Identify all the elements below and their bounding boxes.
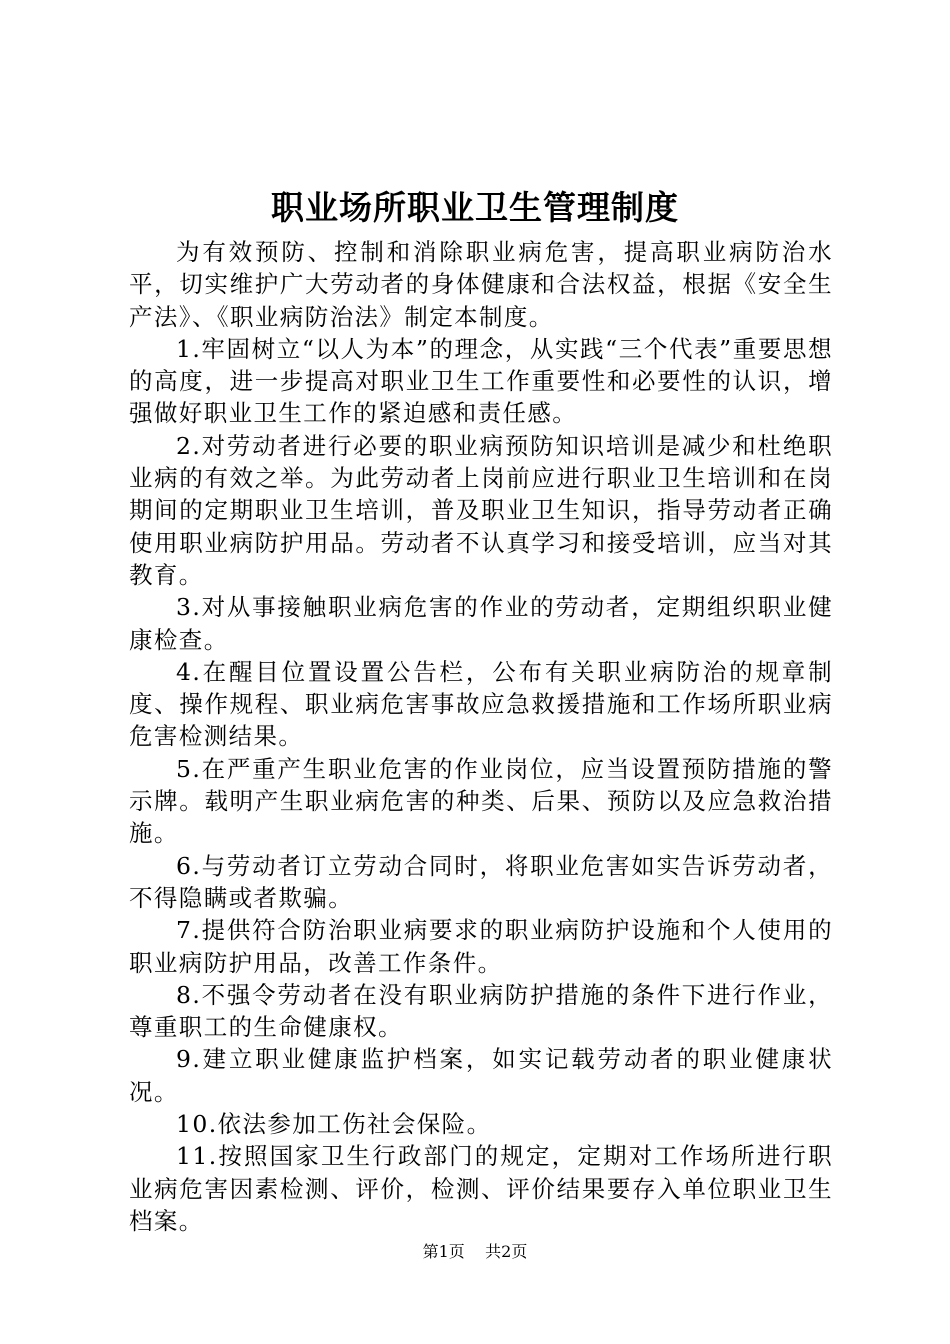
paragraph-item-9: 9.建立职业健康监护档案，如实记载劳动者的职业健康状况。 [129,1045,833,1106]
paragraph-item-1: 1.牢固树立“以人为本”的理念，从实践“三个代表”重要思想的高度，进一步提高对职业卫生工作重要性和必要性的认识，增强做好职业卫生工作的紧迫感和责任感。 [129,334,833,428]
paragraph-intro: 为有效预防、控制和消除职业病危害，提高职业病防治水平，切实维护广大劳动者的身体健康和合法权益，根据《安全生产法》、《职业病防治法》制定本制度。 [129,238,833,331]
paragraph-item-3: 3.对从事接触职业病危害的作业的劳动者，定期组织职业健康检查。 [129,593,833,654]
page-footer [0,1240,950,1264]
paragraph-item-6: 6.与劳动者订立劳动合同时，将职业危害如实告诉劳动者，不得隐瞒或者欺骗。 [129,851,833,912]
paragraph-item-10: 10.依法参加工伤社会保险。 [176,1110,492,1139]
footer-spacer [470,1242,480,1261]
paragraph-item-2: 2.对劳动者进行必要的职业病预防知识培训是减少和杜绝职业病的有效之举。为此劳动者上岗前应进行职业卫生培训和在岗期间的定期职业卫生培训，普及职业卫生知识，指导劳动者正确使用职业病防护用品。劳动者不认真学习和接受培训，应当对其教育。 [129,431,833,589]
document-title: 职业场所职业卫生管理制度 [271,188,679,227]
paragraph-item-7: 7.提供符合防治职业病要求的职业病防护设施和个人使用的职业病防护用品，改善工作条件。 [129,916,833,977]
paragraph-item-11: 11.按照国家卫生行政部门的规定，定期对工作场所进行职业病危害因素检测、评价，检测、评价结果要存入单位职业卫生档案。 [129,1142,833,1235]
paragraph-item-8: 8.不强令劳动者在没有职业病防护措施的条件下进行作业，尊重职工的生命健康权。 [129,980,833,1042]
document-body [129,236,833,1237]
page-number-total: 共2页 [485,1242,528,1261]
paragraph-item-5: 5.在严重产生职业危害的作业岗位，应当设置预防措施的警示牌。载明产生职业病危害的种类、后果、预防以及应急救治措施。 [129,754,833,848]
paragraph-item-4: 4.在醒目位置设置公告栏，公布有关职业病防治的规章制度、操作规程、职业病危害事故应急救援措施和工作场所职业病危害检测结果。 [129,657,833,751]
page-number-current: 第1页 [422,1242,465,1261]
